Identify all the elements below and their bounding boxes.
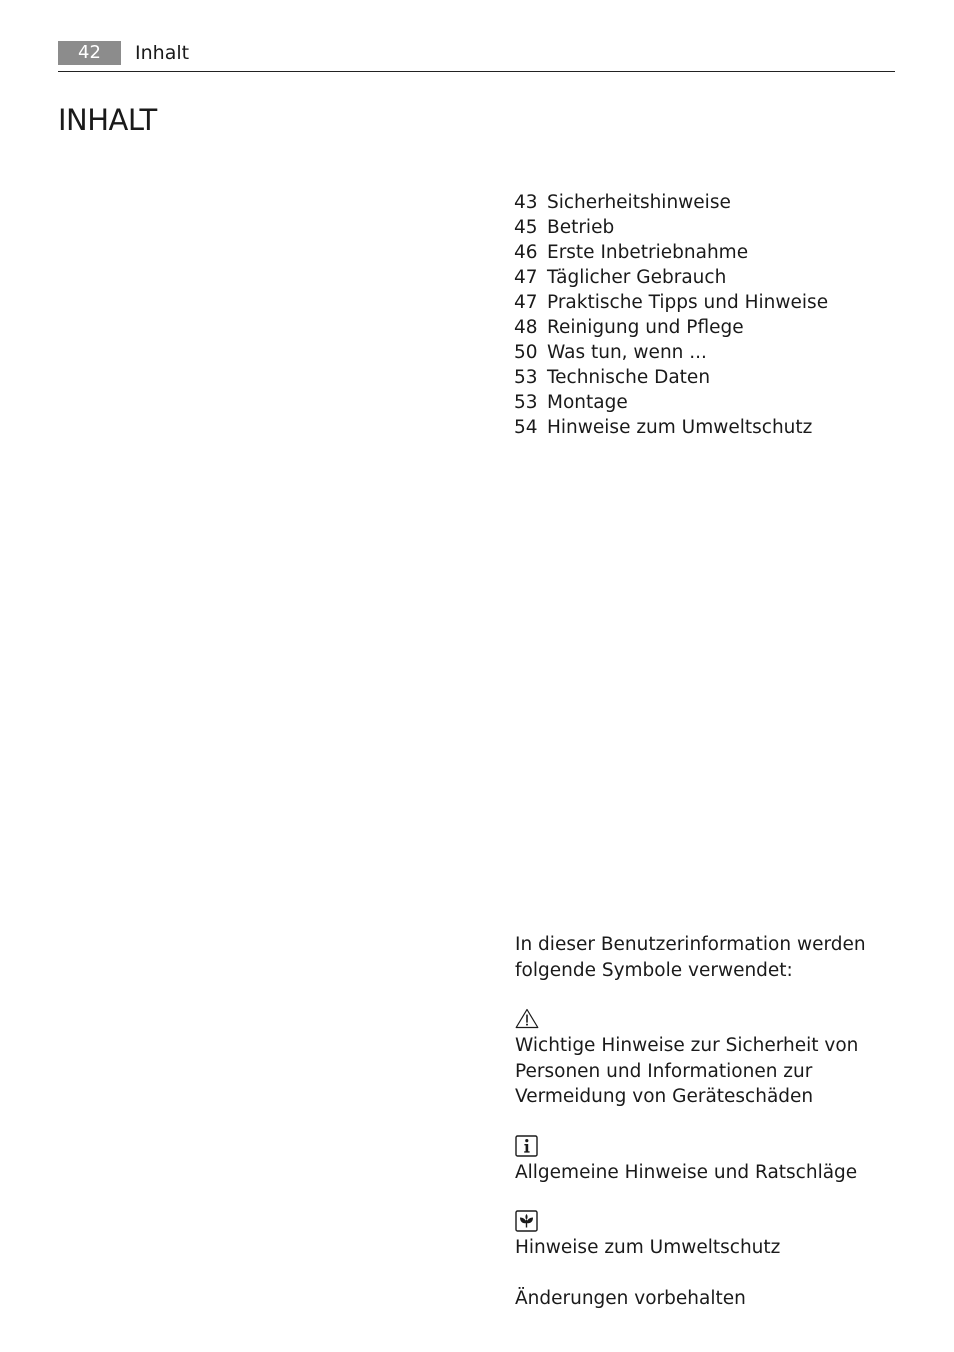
toc-page-number: 53 [514,367,538,388]
environment-icon [515,1210,895,1235]
toc-item-erste-inbetriebnahme[interactable] [514,240,828,265]
symbol-description [515,1033,895,1110]
toc-item-sicherheitshinweise[interactable] [514,190,828,215]
toc-item-praktische-tipps[interactable] [514,290,828,315]
toc-page-number: 46 [514,242,538,263]
toc-label: Sicherheitshinweise [547,192,731,213]
symbols-legend [515,932,895,1311]
symbols-intro [515,932,895,983]
description-line: Allgemeine Hinweise und Ratschläge [515,1161,858,1183]
symbols-intro-line: folgende Symbole verwendet: [515,959,793,981]
toc-label: Praktische Tipps und Hinweise [547,292,829,313]
toc-item-taeglicher-gebrauch[interactable] [514,265,828,290]
page-title: INHALT [58,103,157,137]
toc-item-montage[interactable] [514,390,828,415]
table-of-contents [514,190,828,440]
warning-triangle-icon [515,1008,895,1033]
toc-page-number: 47 [514,267,538,288]
toc-item-umweltschutz[interactable] [514,415,828,440]
toc-page-number: 53 [514,392,538,413]
symbols-intro-line: In dieser Benutzerinformation werden [515,934,866,955]
toc-item-betrieb[interactable] [514,215,828,240]
toc-page-number: 47 [514,292,538,313]
toc-label: Reinigung und Pflege [547,317,744,338]
page-number: 42 [58,41,121,65]
toc-label: Technische Daten [547,367,711,388]
toc-label: Was tun, wenn ... [547,342,707,363]
toc-label: Hinweise zum Umweltschutz [547,417,813,438]
description-line: Personen und Informationen zur [515,1060,813,1082]
description-line: Hinweise zum Umweltschutz [515,1237,781,1258]
symbol-description [515,1235,895,1261]
toc-item-was-tun-wenn[interactable] [514,340,828,365]
toc-page-number: 48 [514,317,538,338]
toc-page-number: 43 [514,192,538,213]
toc-page-number: 54 [514,417,538,438]
toc-item-technische-daten[interactable] [514,365,828,390]
toc-label: Betrieb [547,217,615,238]
info-icon [515,1135,895,1160]
toc-label: Montage [547,392,628,413]
toc-item-reinigung-und-pflege[interactable] [514,315,828,340]
symbol-info [515,1135,895,1186]
toc-label: Erste Inbetriebnahme [547,242,749,263]
symbol-description [515,1160,895,1186]
toc-label: Täglicher Gebrauch [547,267,727,288]
description-line: Wichtige Hinweise zur Sicherheit von [515,1035,859,1056]
toc-page-number: 50 [514,342,538,363]
description-line: Vermeidung von Geräteschäden [515,1086,814,1107]
toc-page-number: 45 [514,217,538,238]
symbol-warning [515,1008,895,1110]
changes-note: Änderungen vorbehalten [515,1287,746,1309]
page-header [58,40,895,72]
header-section-title: Inhalt [135,42,190,64]
symbol-environment [515,1210,895,1261]
